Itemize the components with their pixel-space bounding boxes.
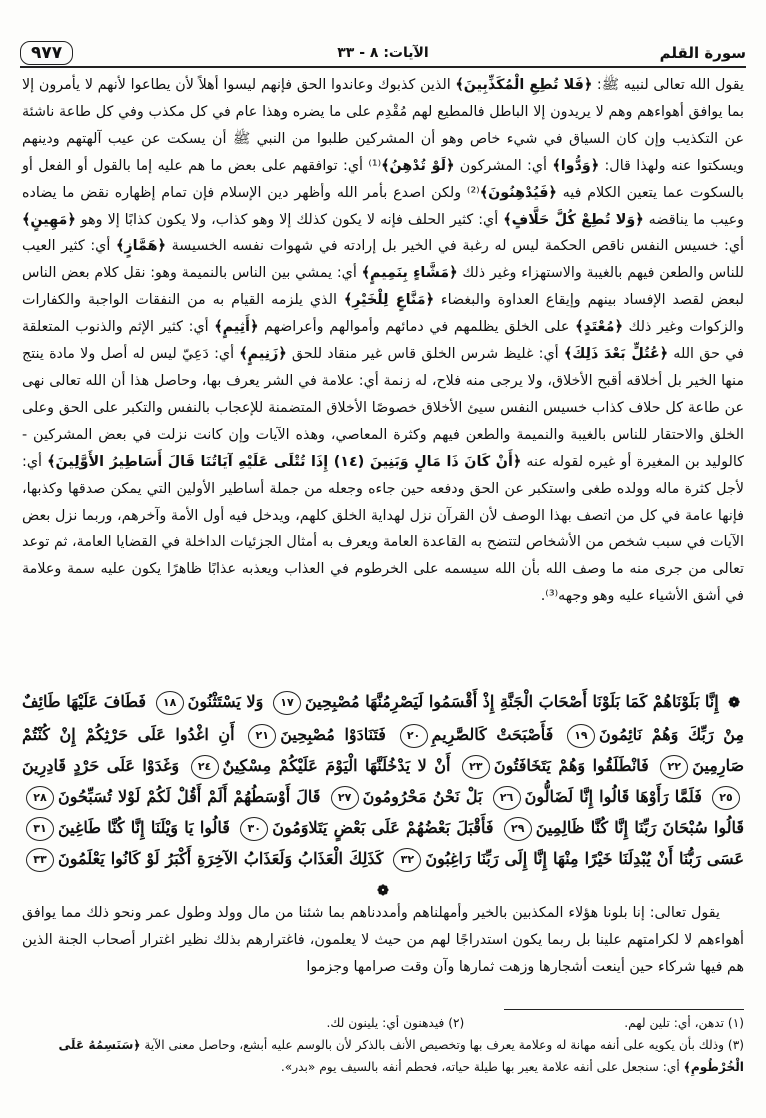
- text-run: (٣) وذلك بأن يكويه على أنفه مهانة له وعلامة يعرف بها وتخصيص الأنف بالذكر لأن بالوسم عليه أبشع، وحاصل معنى الآية: [140, 1038, 744, 1052]
- text-run: أي: يمشي بين الناس بالنميمة وهو: نقل كلام بعض الناس لبعض لقصد الإفساد بينهم وإيقاع العداوة والبغضاء: [22, 265, 744, 309]
- ayah-text: بَلْ نَحْنُ مَحْرُومُونَ: [362, 787, 483, 806]
- text-run: أي: لأجل كثرة ماله وولده طغى واستكبر عن الحق ودفعه حين جاءه وجعله من جملة أساطير الأولين التي يمكن صدقها وكذبها، فإنها عامة في كل من اتصف بهذا الوصف لأن القرآن نزل لهداية الخلق كلهم، ويدخل فيه أول الأمة وآخرهم، وربما نزل بعض الآيات في سبب شخص من الأشخاص لتتضح به القاعدة العامة ويعرف به أمثال الجزئيات الداخلة في القضايا العامة، ثم توعد تعالى من جرى منه ما وصف الله بأن الله سيسمه على الخرطوم في العذاب ويعذبه عذابًا ظاهرًا يكون عليه سمة وعلامة في أشق الأشياء عليه وهو وجهه⁽³⁾.: [22, 453, 744, 605]
- quran-quote: ﴿مَهِينٍ﴾: [22, 211, 76, 228]
- quran-quote: ﴿سَنَسِمُهُ عَلَى الْخُرْطُومِ﴾: [58, 1038, 744, 1074]
- quran-quote: ﴿هَمَّازٍ﴾: [116, 238, 166, 255]
- ayah-text: فَلَمَّا رَأَوْهَا قَالُوا إِنَّا لَضَالُّونَ: [524, 787, 702, 806]
- text-run: أي: كثير الإثم والذنوب المتعلقة في حق الله: [22, 319, 744, 363]
- quran-quote: ﴿مَنَّاعٍ لِلْخَيْرِ﴾: [343, 292, 435, 309]
- ayah-text: كَذَلِكَ الْعَذَابُ وَلَعَذَابُ الآخِرَةِ أَكْبَرُ لَوْ كَانُوا يَعْلَمُونَ: [58, 849, 384, 868]
- quran-quote: ﴿أَنْ كَانَ ذَا مَالٍ وَبَنِينَ (١٤) إِذَا تُتْلَى عَلَيْهِ آيَاتُنَا قَالَ أَسَاطِيرُ الأَوَّلِينَ﴾: [47, 453, 522, 470]
- ayah-number-marker: ٣٠: [240, 817, 268, 841]
- text-run: أي: المشركون: [454, 157, 553, 174]
- ayah-text: وَلا يَسْتَثْنُونَ: [187, 692, 264, 711]
- ayah-text: قَالَ أَوْسَطُهُمْ أَلَمْ أَقُلْ لَكُمْ لَوْلا تُسَبِّحُونَ: [58, 787, 321, 806]
- ayah-text: فَأَقْبَلَ بَعْضُهُمْ عَلَى بَعْضٍ يَتَلاوَمُونَ: [272, 818, 494, 837]
- page-number: ٩٧٧: [20, 41, 73, 65]
- quran-quote: ﴿وَدُّوا﴾: [552, 157, 600, 174]
- quran-quote: ﴿مَشَّاءٍ بِنَمِيمٍ﴾: [361, 265, 458, 282]
- ayah-number-marker: ١٩: [567, 724, 595, 748]
- quran-quote: ﴿فَيُدْهِنُونَ﴾: [479, 184, 557, 201]
- quran-quote: ﴿أَثِيمٍ﴾: [214, 319, 259, 336]
- text-run: أي: كثير الحلف فإنه لا يكون كذلك إلا وهو كذاب، ولا يكون كذابًا إلا وهو: [75, 211, 504, 228]
- quran-quote: ﴿مُعْتَدٍ﴾: [575, 319, 623, 336]
- ayah-number-marker: ٢٨: [26, 786, 54, 810]
- ayah-text: فَطَافَ عَلَيْهَا طَائِفٌ مِنْ رَبِّكَ وَهُمْ نَائِمُونَ: [22, 692, 745, 744]
- ayah-text: وَغَدَوْا عَلَى حَرْدٍ قَادِرِينَ: [22, 756, 180, 775]
- ornament-icon: ❁: [728, 695, 741, 711]
- commentary-section: [22, 900, 744, 981]
- ayah-number-marker: ٢٥: [712, 786, 740, 810]
- text-run: أي: كثير العيب للناس والطعن فيهم بالغيبة والاستهزاء وغير ذلك: [22, 238, 744, 282]
- page-header: [20, 40, 746, 68]
- ayah-text: أَنِ اغْدُوا عَلَى حَرْثِكُمْ إِنْ كُنْتُمْ صَارِمِينَ: [22, 725, 745, 775]
- text-run: أي: غليظ شرس الخلق قاس غير منقاد للحق: [286, 346, 564, 363]
- ayah-number-marker: ٢٣: [462, 755, 490, 779]
- ayah-number-marker: ٢٤: [191, 755, 219, 779]
- ayah-text: قَالُوا سُبْحَانَ رَبِّنَا إِنَّا كُنَّا ظَالِمِينَ: [535, 818, 744, 837]
- ayah-number-marker: ٢٧: [331, 786, 359, 810]
- ayah-number-marker: ٣٣: [26, 848, 54, 872]
- ayah-number-marker: ٢٦: [493, 786, 521, 810]
- ayah-text: أَنْ لا يَدْخُلَنَّهَا الْيَوْمَ عَلَيْكُمْ مِسْكِينٌ: [222, 756, 451, 775]
- footnotes: [22, 1012, 744, 1078]
- ayah-text: إِنَّا بَلَوْنَاهُمْ كَمَا بَلَوْنَا أَصْحَابَ الْجَنَّةِ إِذْ أَقْسَمُوا لَيَصْرِمُنَّهَا مُصْبِحِينَ: [304, 692, 719, 711]
- footnote-1: (١) تدهن، أي: تلين لهم.: [624, 1016, 744, 1030]
- tafsir-paragraph: [22, 72, 744, 610]
- text-run: ⁽²⁾ ولكن اصدع بأمر الله وأظهر دين الإسلام فإن تمام إظهاره نقض ما يضاده وعيب ما يناقضه: [22, 184, 744, 228]
- ayah-number-marker: ٢٠: [400, 724, 428, 748]
- text-run: أي: سنجعل على أنفه علامة يعير بها طيلة حياته، فحطم أنفه بالسيف يوم «بدر».: [280, 1060, 684, 1074]
- quran-quote: ﴿عُتُلٍّ بَعْدَ ذَلِكَ﴾: [563, 346, 669, 363]
- text-run: يقول الله تعالى لنبيه ﷺ:: [592, 77, 745, 93]
- ayah-number-marker: ٢٩: [504, 817, 532, 841]
- ayat-range: الآيات: ٨ - ٣٣: [337, 45, 429, 61]
- ayah-text: فَانْطَلَقُوا وَهُمْ يَتَخَافَتُونَ: [493, 756, 649, 775]
- ayah-number-marker: ١٨: [156, 691, 184, 715]
- quran-quote: ﴿زَنِيمٍ﴾: [239, 346, 287, 363]
- footnote-divider: [504, 1009, 744, 1010]
- ornament-icon: ❁: [377, 883, 389, 899]
- ayah-number-marker: ٢١: [248, 724, 276, 748]
- ayah-number-marker: ٣١: [26, 817, 54, 841]
- ayah-number-marker: ٣٢: [393, 848, 421, 872]
- quran-quote: ﴿وَلا تُطِعْ كُلَّ حَلَّافٍ﴾: [503, 211, 644, 228]
- ayah-text: فَتَنَادَوْا مُصْبِحِينَ: [280, 725, 386, 744]
- surah-title: سورة القلم: [659, 44, 746, 62]
- quran-quote: ﴿لَوْ تُدْهِنُ﴾: [381, 157, 455, 174]
- tafsir-body: [22, 72, 744, 610]
- ayah-text: فَأَصْبَحَتْ كَالصَّرِيمِ: [431, 725, 554, 744]
- quran-verses: [22, 686, 744, 907]
- quran-quote: ﴿فَلا تُطِعِ الْمُكَذِّبِينَ﴾: [455, 77, 593, 93]
- footnote-2: (٢) فيدهنون أي: يلينون لك.: [326, 1016, 465, 1030]
- ayah-text: عَسَى رَبُّنَا أَنْ يُبْدِلَنَا خَيْرًا مِنْهَا إِنَّا إِلَى رَبِّنَا رَاغِبُونَ: [425, 849, 744, 868]
- ayah-number-marker: ١٧: [273, 691, 301, 715]
- text-run: الذي يلزمه القيام به من النفقات الواجبة والكفارات والزكوات وغير ذلك: [22, 292, 744, 336]
- text-run: الذين كذبوك وعاندوا الحق فإنهم ليسوا أهلاً لأن يطاعوا لأنهم لا يأمرون إلا بما يوافق أهواءهم وهم لا يريدون إلا الباطل فالمطيع لهم مُقْدِم على ما يضره وهذا عام في كل مكذب وفي كل طاعة ناشئة عن التكذيب وإن كان السياق في شيء خاص وهو أن المشركين طلبوا من النبي ﷺ أن يسكت عن عيب آلهتهم ودينهم ويسكتوا عنه ولهذا قال:: [22, 77, 744, 174]
- ayah-number-marker: ٢٢: [660, 755, 688, 779]
- footnote-3: [22, 1034, 744, 1078]
- commentary-paragraph: يقول تعالى: إنا بلونا هؤلاء المكذبين بالخير وأمهلناهم وأمددناهم بما شئنا من مال وولد وطول عمر ونحو ذلك مما يوافق أهواءهم لا لكرامتهم علينا بل ربما يكون استدراجًا لهم من حيث لا يعلمون، فاغترارهم بذلك نظير اغترار أصحاب الجنة الذين هم فيها شركاء حين أينعت أشجارها وزهت ثمارها وآن وقت صرامها وجزموا: [22, 905, 744, 975]
- text-run: ⁽¹⁾ أي: توافقهم على بعض ما هم عليه إما بالقول أو الفعل أو بالسكوت عما يتعين الكلام فيه: [22, 157, 745, 201]
- text-run: أي: دَعِيّ ليس له أصل ولا مادة ينتج منها الخير بل أخلاقه أقبح الأخلاق، ولا يرجى منه فلاح، له زنمة أي: علامة في الشر يعرف بها، وحاصل هذا أن الله تعالى نهى عن طاعة كل حلاف كذاب خسيس النفس سيئ الأخلاق خصوصًا الأخلاق المتضمنة للإعجاب بالنفس والتكبر على الحق وعلى الخلق والاحتقار للناس بالغيبة والنميمة والطعن فيهم وكثرة المعاصي، وهذه الآيات وإن كانت نزلت في بعض المشركين - كالوليد بن المغيرة أو غيره لقوله عنه: [22, 346, 744, 470]
- text-run: أي: خسيس النفس ناقص الحكمة ليس له رغبة في الخير بل إرادته في شهوات نفسه الخسيسة: [165, 238, 744, 255]
- ayah-text: قَالُوا يَا وَيْلَنَا إِنَّا كُنَّا طَاغِينَ: [58, 818, 230, 837]
- footnote-row: [22, 1012, 744, 1034]
- text-run: على الخلق يظلمهم في دمائهم وأموالهم وأعراضهم: [258, 319, 576, 336]
